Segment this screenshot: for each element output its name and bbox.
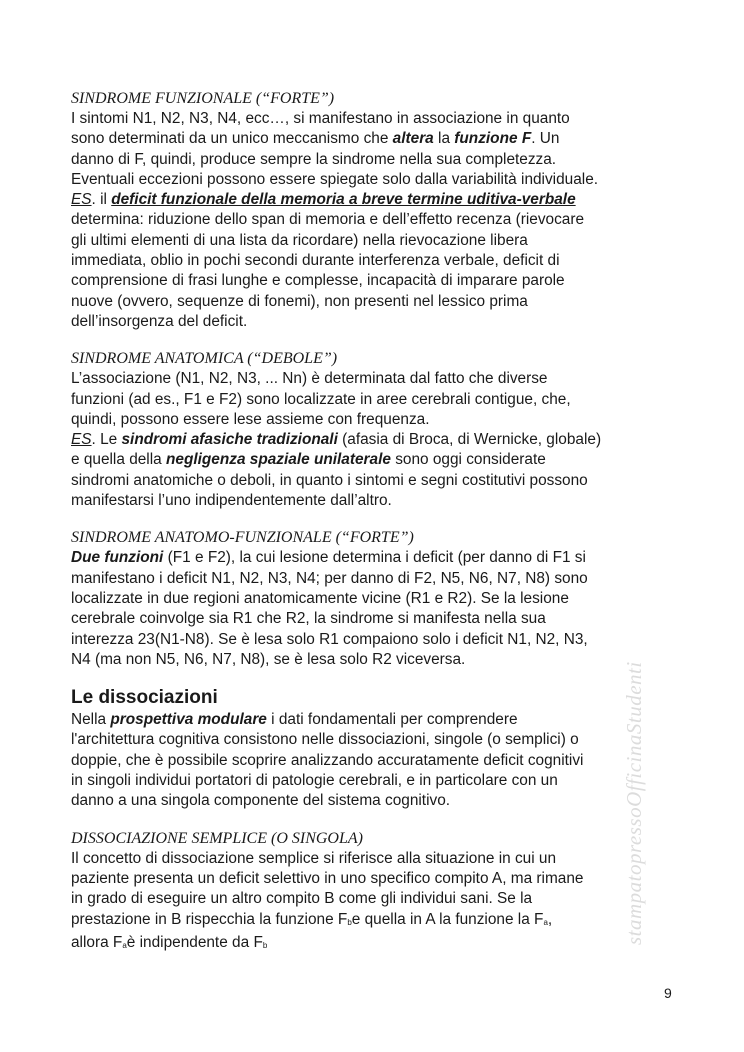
chapter-heading: Le dissociazioni [71, 687, 218, 709]
text-fragment: e quella in A la funzione la F [351, 910, 544, 928]
section-sindrome-funzionale [71, 89, 681, 332]
text-line: cerebrale coinvolge sia R1 che R2, la sindrome si manifesta nella sua [71, 610, 546, 628]
section-sindrome-anatomica [71, 349, 681, 511]
emphasis-text: sindromi afasiche tradizionali [121, 431, 338, 449]
text-line: danno a una singola componente del sistema cognitivo. [71, 792, 451, 810]
text-line: localizzate in due regioni anatomicamente vicine (R1 e R2). Se la lesione [71, 589, 569, 607]
document-page [71, 89, 681, 973]
section-heading: SINDROME FUNZIONALE (“FORTE”) [71, 90, 335, 107]
subscript: a [122, 940, 127, 950]
text-line: in singoli individui portatori di patologie cerebrali, e in particolare con un [71, 772, 558, 790]
text-fragment: (F1 e F2), la cui lesione determina i deficit (per danno di F1 si [163, 549, 586, 567]
paragraph [71, 369, 681, 511]
section-dissociazione-semplice [71, 829, 681, 956]
text-fragment: la [433, 130, 455, 148]
example-label: ES [71, 431, 92, 449]
section-heading: SINDROME ANATOMO-FUNZIONALE (“FORTE”) [71, 529, 414, 547]
text-line: nuove (ovvero, sequenze di fonemi), non presenti nel lessico prima [71, 292, 528, 310]
text-fragment: . Le [91, 431, 122, 449]
text-line: comprensione di frasi lunghe e complesse, incapacità di imparare parole [71, 272, 565, 290]
text-line: L’associazione (N1, N2, N3, ... Nn) è determinata dal fatto che diverse [71, 370, 548, 388]
text-line: sono determinati da un unico meccanismo che [71, 130, 393, 148]
paragraph [71, 548, 681, 670]
text-line: funzioni (ad es., F1 e F2) sono localizzate in aree cerebrali contigue, che, [71, 390, 571, 408]
text-fragment: è indipendente da F [126, 933, 263, 951]
text-fragment: . il [91, 191, 112, 209]
text-line: I sintomi N1, N2, N3, N4, ecc…, si manifestano in associazione in quanto [71, 110, 570, 127]
text-line: Il concetto di dissociazione semplice si riferisce alla situazione in cui un [71, 849, 557, 867]
text-line: sindromi anatomiche o deboli, in quanto i sintomi e segni costitutivi possono [71, 471, 588, 489]
subscript: a [543, 917, 548, 927]
section-heading: SINDROME ANATOMICA (“DEBOLE”) [71, 350, 338, 368]
paragraph [71, 849, 681, 956]
text-line: gli ultimi elementi di una lista da ricordare) nella rievocazione libera [71, 231, 528, 249]
text-line: quindi, possono essere lese assieme con frequenza. [71, 410, 430, 428]
emphasis-text: Due funzioni [71, 549, 164, 567]
subscript: b [347, 917, 352, 927]
text-line: danno di F, quindi, produce sempre la sindrome nella sua completezza. [71, 150, 557, 168]
text-line: doppie, che è possibile scoprire analizzando accuratamente deficit cognitivi [71, 751, 584, 769]
text-line: manifestarsi l’uno indipendentemente dall’altro. [71, 492, 392, 510]
text-fragment: i dati fondamentali per comprendere [266, 711, 518, 729]
text-line: manifestano i deficit N1, N2, N3, N4; per danno di F2, N5, N6, N7, N8) sono [71, 569, 588, 587]
section-dissociazioni [71, 687, 681, 811]
text-fragment: , [547, 910, 553, 928]
text-line: interezza 23(N1-N8). Se è lesa solo R1 compaiono solo i deficit N1, N2, N3, [71, 630, 588, 648]
text-line: l'architettura cognitiva consistono nelle dissociazioni, singole (o semplici) o [71, 731, 579, 749]
text-line: dell’insorgenza del deficit. [71, 312, 248, 330]
text-line: immediata, oblio in pochi secondi durante interferenza verbale, deficit di [71, 252, 560, 270]
text-fragment: e quella della [71, 451, 166, 469]
emphasis-text: prospettiva modulare [110, 711, 267, 729]
section-sindrome-anatomo-funzionale [71, 528, 681, 670]
emphasis-text: funzione F [454, 130, 532, 148]
text-fragment: prestazione in B rispecchia la funzione F [71, 910, 348, 928]
watermark: stampatopressoOfficinaStudenti [622, 661, 646, 945]
page-number: 9 [664, 985, 672, 1001]
emphasis-text: altera [392, 130, 434, 148]
paragraph [71, 710, 681, 811]
emphasis-text: negligenza spaziale unilaterale [165, 451, 391, 469]
text-fragment: Nella [71, 711, 111, 729]
text-fragment: sono oggi considerate [390, 451, 546, 469]
text-line: N4 (ma non N5, N6, N7, N8), se è lesa solo R2 viceversa. [71, 650, 466, 668]
text-line: paziente presenta un deficit selettivo in uno specifico compito A, ma rimane [71, 869, 584, 887]
text-line: Eventuali eccezioni possono essere spiegate solo dalla variabilità individuale. [71, 170, 599, 188]
section-heading: DISSOCIAZIONE SEMPLICE (O SINGOLA) [71, 829, 363, 847]
text-line: in grado di eseguire un altro compito B come gli individui sani. Se la [71, 890, 533, 908]
paragraph [71, 109, 681, 332]
text-fragment: (afasia di Broca, di Wernicke, globale) [337, 431, 602, 449]
emphasis-text: deficit funzionale della memoria a breve termine uditiva-verbale [111, 191, 576, 209]
text-fragment: . Un [531, 130, 560, 148]
example-label: ES [71, 191, 92, 209]
text-line: determina: riduzione dello span di memoria e dell’effetto recenza (rievocare [71, 211, 585, 229]
subscript: b [262, 940, 268, 950]
text-fragment: allora F [71, 933, 123, 951]
